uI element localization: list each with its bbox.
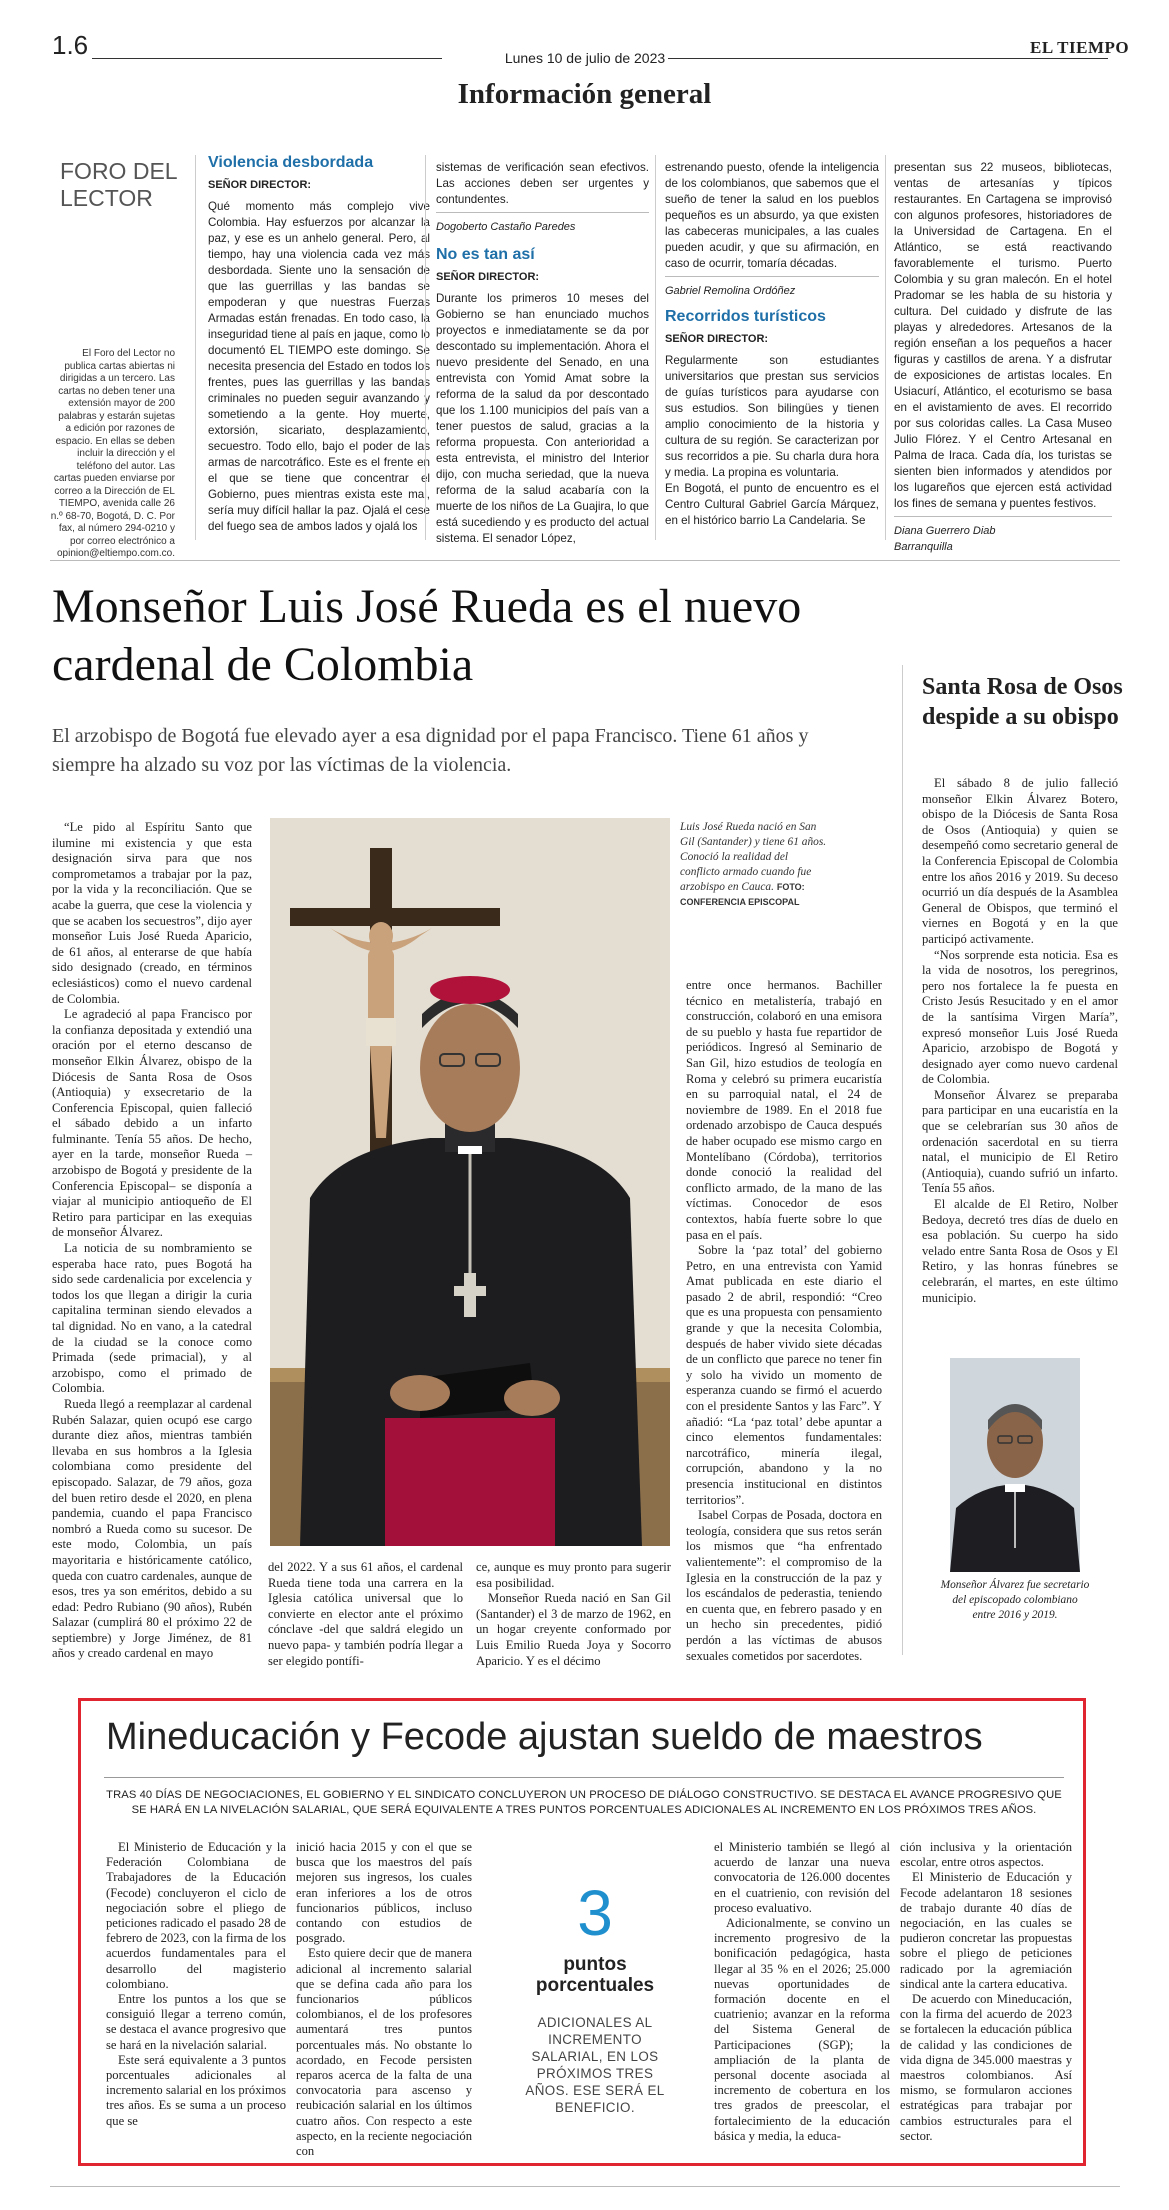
main-deck: El arzobispo de Bogotá fue elevado ayer a esa dignidad por el papa Francisco. Tiene 61 años y siempre ha alzado su voz por las víctimas de la violencia. [52,725,809,776]
section-title: Información general [457,78,712,110]
issue-date: Lunes 10 de julio de 2023 [504,50,666,66]
box-headline: Mineducación y Fecode ajustan sueldo de maestros [106,1716,983,1758]
letter-body-cont: estrenando puesto, ofende la inteligencia de los colombianos, que sabemos que el sueño de tener la salud en los pueblos pequeños es un absurdo, ya que existen las cabeceras municipales, a las cuales pueden acudir, y que su afirmación, en caso de ocurrir, tomaría décadas. [665,161,879,270]
paragraph: Entre los puntos a los que se consiguió llegar a terreno común, se destaca el avance progresivo que se hará en la nivelación salarial. [106,1992,286,2052]
letter-body: Qué momento más complejo vive Colombia. Hay esfuerzos por alcanzar la paz, y ese es un anhelo general. Pero, al tiempo, hay una violencia cada vez más desbordada. Siente uno la sensación de que las guerrillas y las bandas se empoderan y que nuestras Fuerzas Armadas están frenadas. En todo caso, la inseguridad tiene al país en jaque, como lo documentó EL TIEMPO este domingo. Se necesita presencia del Estado en todos los frentes, pues las guerrillas y las bandas criminales no pueden seguir avanzando y sometiendo a la gente. Hoy muerte, extorsión, sicariato, desplazamiento, secuestro. Todo ello, bajo el poder de las armas de narcotráfico. Este es el frente en el que se tiene que concentrar el Gobierno, pues mientras exista este mal, sería muy difícil hallar la paz. Ojalá el cese del fuego sea de ambos lados y ojalá los [208,200,430,533]
letter-salutation: SEÑOR DIRECTOR: [208,179,312,191]
paragraph: De acuerdo con Mineducación, con la firma del acuerdo de 2023 se fortalecen la educación pública de calidad y las condiciones de vida digna de 345.000 maestras y maestros colombianos. Así mismo, se formularon acciones estratégicas para trabajar por cambios estructurales para el sector. [900,1992,1072,2143]
box-column-2 [296,1840,472,2159]
paragraph: El sábado 8 de julio falleció monseñor Elkin Álvarez Botero, obispo de la Diócesis de Santa Rosa de Osos (Antioquia) y quien se desempeñó como secretario general de la Conferencia Episcopal de Colombia entre los años 2016 y 2019. Su deceso ocurrió un día después de la Asamblea General de Obispos, que terminó el viernes en Bogotá y en la que participó activamente. [922,776,1118,946]
header-rule-left [92,58,442,59]
paragraph: ción inclusiva y la orientación escolar, entre otros aspectos. [900,1840,1072,1870]
stat-number: 3 [577,1877,613,1949]
paragraph: entre once hermanos. Bachiller técnico en metalistería, trabajó en construcción, colaboró en una emisora de su pueblo y hasta fue repartidor de periódicos. Ingresó al Seminario de San Gil, hizo estudios de teología en Roma y celebró su primera eucaristía en su parroquial natal, el 24 de noviembre de 1989. En el 2018 fue ordenado arzobispo de Cauca después de haber ocupado ese mismo cargo en Montelíbano (Córdoba), territorios donde conoció la realidad del conflicto armado, de la mano de las víctimas. Conocedor de esos contextos, había fuerte sobre lo que pasa en el país. [686,978,882,1242]
letter-body: En Bogotá, el punto de encuentro es el Centro Cultural Gabriel García Márquez, en el histórico barrio La Candelaria. Se [665,482,879,527]
paragraph: el Ministerio también se llegó al acuerdo de lanzar una nueva convocatoria de 126.000 docentes en el cuatrienio, con revisión del proceso evaluativo. [714,1840,890,1915]
paragraph: El alcalde de El Retiro, Nolber Bedoya, decretó tres días de duelo en esa población. Su cuerpo ha sido velado entre Santa Rosa de Osos y El Retiro, y las honras fúnebres se celebrarán, el martes, en este último municipio. [922,1197,1118,1305]
paragraph: Adicionalmente, se convino un incremento progresivo de la bonificación pedagógica, hasta llegar al 35 % en el 2026; 25.000 nuevas oportunidades de formación docente en el cuatrienio; avanzar en la reforma del Sistema General de Participaciones (SGP); la ampliación de la planta de personal docente asociada al incremento de cobertura en los tres grados de preescolar, el fortalecimiento de la educación básica y media, la educa- [714,1916,890,2143]
column-divider [902,665,903,1655]
side-headline: Santa Rosa de Osos despide a su obispo [922,674,1123,730]
paragraph: Rueda llegó a reemplazar al cardenal Rubén Salazar, quien ocupó ese cargo durante diez años, mientras también llevaba en sus hombros a la Iglesia colombiana como presidente del episcopado. Salazar, de 79 años, goza del buen retiro desde el 2020, en plena pandemia, cuando el papa Francisco nombró a Rueda como su sucesor. De este modo, Colombia, un país mayoritaria e históricamente católico, queda con cuatro cardenales, aunque de esos, tres ya son eméritos, debido a su edad: Pedro Rubiano (90 años), Rubén Salazar (cumplirá 80 el próximo 22 de septiembre) y Jorge Jiménez, de 81 años y creado cardenal en mayo [52,1396,252,1661]
side-caption: Monseñor Álvarez fue secretario del episcopado colombiano entre 2016 y 2019. [940,1579,1090,1621]
column-divider [655,155,656,540]
paragraph: Sobre la ‘paz total’ del gobierno Petro, en una entrevista con Yamid Amat publicada en este diario el pasado 2 de abril, respondió: “Creo que es una propuesta con pensamiento grande y que la necesita Colombia, después de haber vivido siete décadas de un conflicto que parece no tener fin y solo ha vivido un momento de esperanza cuando se firmó el acuerdo con el presidente Santos y las Farc”. Y añadió: “La ‘paz total’ debe apuntar a cinco elementos fundamentales: narcotráfico, minería ilegal, corrupción, abandono y la no presencia institucional en distintos territorios”. [686,1243,882,1507]
cardinal-photo [270,818,670,1546]
section-rule [50,560,1120,561]
main-column-1 [52,820,252,1662]
column-divider [425,155,426,540]
paragraph: Monseñor Rueda nació en San Gil (Santander) el 3 de marzo de 1962, en un hogar creyente conformado por Luis Emilio Rueda Joya y Socorro Aparicio. Y es el décimo [476,1591,671,1668]
box-deck: TRAS 40 DÍAS DE NEGOCIACIONES, EL GOBIERNO Y EL SINDICATO CONCLUYERON UN PROCESO DE DIÁLOGO CONSTRUCTIVO. SE DESTACA EL AVANCE PROGRESIVO QUE SE HARÁ EN LA NIVELACIÓN SALARIAL, QUE SERÁ EQUIVALENTE A TRES PUNTOS PORCENTUALES ADICIONALES AL INCREMENTO EN LOS PRÓXIMOS TRES AÑOS. [106,1789,1062,1816]
paragraph: Monseñor Álvarez se preparaba para participar en una eucaristía en la que se celebrarían sus 30 años de ordenación sacerdotal en su tierra natal, el municipio de El Retiro (Antioquia), cuando sufrió un infarto. Tenía 55 años. [922,1087,1118,1196]
page-number: 1.6 [52,30,89,60]
column-divider [195,155,196,540]
footer-rule [50,2186,1120,2187]
photo-credit: FOTO: CONFERENCIA EPISCOPAL [680,882,805,907]
letter-body: Durante los primeros 10 meses del Gobierno se han enunciado muchos proyectos e inmediatamente se da por descontado su implementación. Ahora el nuevo presidente del Senado, en una entrevista con Yomid Amat sobre la reforma de la salud da por descontado que los 1.100 municipios del país van a tener puestos de salud, gracias a la reforma propuesta. Con anterioridad a esta entrevista, el ministro del Interior dijo, con mucha seriedad, que la nueva reforma de la salud acabaría con la muerte de los niños de La Guajira, lo que está sucediendo y es producto del actual sistema. El senador López, [436,292,649,545]
paragraph: Esto quiere decir que de manera adicional al incremento salarial que se defina cada año para los funcionarios públicos colombianos, el de los profesores aumentará tres puntos porcentuales más. No obstante lo acordado, en Fecode persisten reparos acerca de la falta de una convocatoria para ascenso y reubicación salarial en los últimos cuatro años. Con respecto a este aspecto, en la reciente negociación con [296,1946,472,2159]
header-rule-right [668,58,1108,59]
letter-noestanasi-cont [665,160,879,529]
letter-signature: Diana Guerrero Diab [894,516,1112,539]
caption-text: Luis José Rueda nació en San Gil (Santander) y tiene 61 años. Conoció la realidad del conflicto armado cuando fue arzobispo en Cauca. [680,821,827,893]
foro-title: FORO DEL LECTOR [60,158,177,211]
main-headline: Monseñor Luis José Rueda es el nuevo cardenal de Colombia [52,580,802,691]
letter-salutation: SEÑOR DIRECTOR: [665,333,769,345]
box-column-4 [900,1840,1072,2144]
paragraph: El Ministerio de Educación y la Federación Colombiana de Trabajadores de la Educación (Fecode) concluyeron el ciclo de negociación sobre el pliego de peticiones radicado el pasado 28 de febrero de 2023, con la firma de los acuerdos fundamentales para el desarrollo del magisterio colombiano. [106,1840,286,1991]
side-body [922,776,1118,1306]
letter-violencia [208,155,430,535]
letter-violencia-cont [436,160,649,547]
newspaper-brand: EL TIEMPO [1030,38,1130,57]
main-column-4 [686,978,882,1664]
foro-note: El Foro del Lector no publica cartas abiertas ni dirigidas a un tercero. Las cartas no deben tener una extensión mayor de 200 palabras y estarán sujetas a edición por razones de espacio. En ellas se deben incluir la dirección y el teléfono del autor. Las cartas pueden enviarse por correo a la Dirección de EL TIEMPO, avenida calle 26 n.º 68-70, Bogotá, D. C. Por fax, al número 294-0210 y por correo electrónico a opinion@eltiempo.com.co. [50,348,175,559]
photo-caption [680,820,830,910]
letter-body-cont: presentan sus 22 museos, bibliotecas, ventas de artesanías y típicos restaurantes. En Cartagena se improvisó con algunos profesores, historiadores de la Universidad de Cartagena. En el Atlántico, se está reactivando favorablemente el turismo. Puerto Colombia y su gran malecón. En el hotel Pradomar se les habla de su historia y cultura. Del cuidado y disfrute de las playas y alrededores. Artesanos de la región enseñan a los pequeños a hacer figuras y castillos de arena. Y a disfrutar de exposiciones de artistas locales. En Usiacurí, Atlántico, el ecoturismo se basa en el avistamiento de aves. El recorrido por sus coloridas calles. La Casa Museo Julio Flórez. Y el Centro Artesanal en Palma de Iraca. Cada día, los turistas se sienten bien informados y atendidos por los lugareños que ejercen está actividad los fines de semana y puentes festivos. [894,161,1112,510]
box-column-1 [106,1840,286,2129]
main-column-3 [476,1560,671,1669]
letter-signature-city: Barranquilla [894,541,953,553]
letter-recorridos-cont [894,160,1112,555]
paragraph: El Ministerio de Educación y Fecode adelantaron 18 sesiones de trabajo durante 40 días de negociación, en las cuales se pudieron concretar las propuestas sobre el pliego de peticiones radicado por la agremiación sindical ante la cartera educativa. [900,1870,1072,1991]
letter-headline: Violencia desbordada [208,154,374,171]
letter-headline: Recorridos turísticos [665,308,826,325]
box-column-3 [714,1840,890,2144]
paragraph: inició hacia 2015 y con el que se busca que los maestros del país mejoren sus ingresos, los cuales eran inferiores a los de otros funcionarios públicos, incluso contando con estudios de posgrado. [296,1840,472,1946]
paragraph: del 2022. Y a sus 61 años, el cardenal Rueda tiene toda una carrera en la Iglesia católica universal que lo convierte en elector ante el próximo cónclave -del que saldrá elegido un nuevo papa- y también podría llegar a ser elegido pontífi- [268,1560,463,1668]
letter-salutation: SEÑOR DIRECTOR: [436,271,540,283]
paragraph: “Nos sorprende esta noticia. Esa es la vida de nosotros, los peregrinos, pero nos fortalece la fe puesta en Cristo Jesús Resucitado y en el amor de la santísima Virgen María”, expresó monseñor Luis José Rueda Aparicio, arzobispo de Bogotá y designado ayer como nuevo cardenal de Colombia. [922,947,1118,1087]
main-column-2 [268,1560,463,1669]
letter-body: Regularmente son estudiantes universitarios que prestan sus servicios de guías turísticos para ayudarse con sus estudios. Son bilingües y tienen amplio conocimiento de la historia y cultura de su región. Se caracterizan por sus recorridos a pie. Su charla dura hora y media. La propina es voluntaria. [665,354,879,479]
stat-unit: puntos porcentuales [535,1954,655,1996]
letter-signature: Gabriel Remolina Ordóñez [665,276,879,299]
column-divider [885,155,886,540]
letter-body-cont: sistemas de verificación sean efectivos. Las acciones deben ser urgentes y contundentes. [436,161,649,206]
letter-signature: Dogoberto Castaño Paredes [436,212,649,235]
paragraph: “Le pido al Espíritu Santo que ilumine mi existencia y que esta designación sirva para que nos comprometamos a trabajar por la paz, por la vida y la reconciliación. Que se acabe la guerra, que cese la violencia y que se acaben los secuestros”, dijo ayer monseñor Luis José Rueda Aparicio, de 61 años, al enterarse de que había sido designado (creado, en términos eclesiásticos) como el nuevo cardenal de Colombia. [52,820,252,1006]
letter-headline: No es tan así [436,246,535,263]
paragraph: Le agradeció al papa Francisco por la confianza depositada y extendió una oración por el eterno descanso de monseñor Elkin Álvarez, obispo de la Diócesis de Santa Rosa de Osos (Antioquia) y exsecretario de la Conferencia Episcopal, quien falleció el sábado debido a un infarto fulminante. Tenía 55 años. De hecho, ayer en la tarde, monseñor Rueda –arzobispo de Bogotá y presidente de la Conferencia Episcopal– se disponía a viajar al municipio antioqueño de El Retiro para participar en las exequias de monseñor Álvarez. [52,1007,252,1240]
paragraph: Isabel Corpas de Posada, doctora en teología, considera que sus retos serán los mismos que “ha enfrentado valientemente”: el compromiso de la Iglesia en la construcción de la paz y los escándalos de pederastia, teniendo en cuenta que, en febrero pasado y en un hecho sin precedentes, pidió perdón a las víctimas de abusos sexuales cometidos por sacerdotes. [686,1508,882,1663]
paragraph: La noticia de su nombramiento se esperaba hace rato, pues Bogotá ha sido sede cardenalicia por excelencia y todos los que llegan a dirigir la curia capitalina terminan siendo elevados a tal dignidad. No en vano, a la catedral de la ciudad se la conoce como Primada (sede primacial), y al arzobispo, como el primado de Colombia. [52,1241,252,1396]
paragraph: ce, aunque es muy pronto para sugerir esa posibilidad. [476,1560,671,1590]
paragraph: Este será equivalente a 3 puntos porcentuales adicionales al incremento salarial en los próximos tres años. Es se suma a un proceso que se [106,2052,286,2128]
box-rule [104,1777,1064,1778]
stat-description: ADICIONALES AL INCREMENTO SALARIAL, EN LOS PRÓXIMOS TRES AÑOS. ESE SERÁ EL BENEFICIO. [525,2015,665,2115]
bishop-portrait [950,1358,1080,1572]
